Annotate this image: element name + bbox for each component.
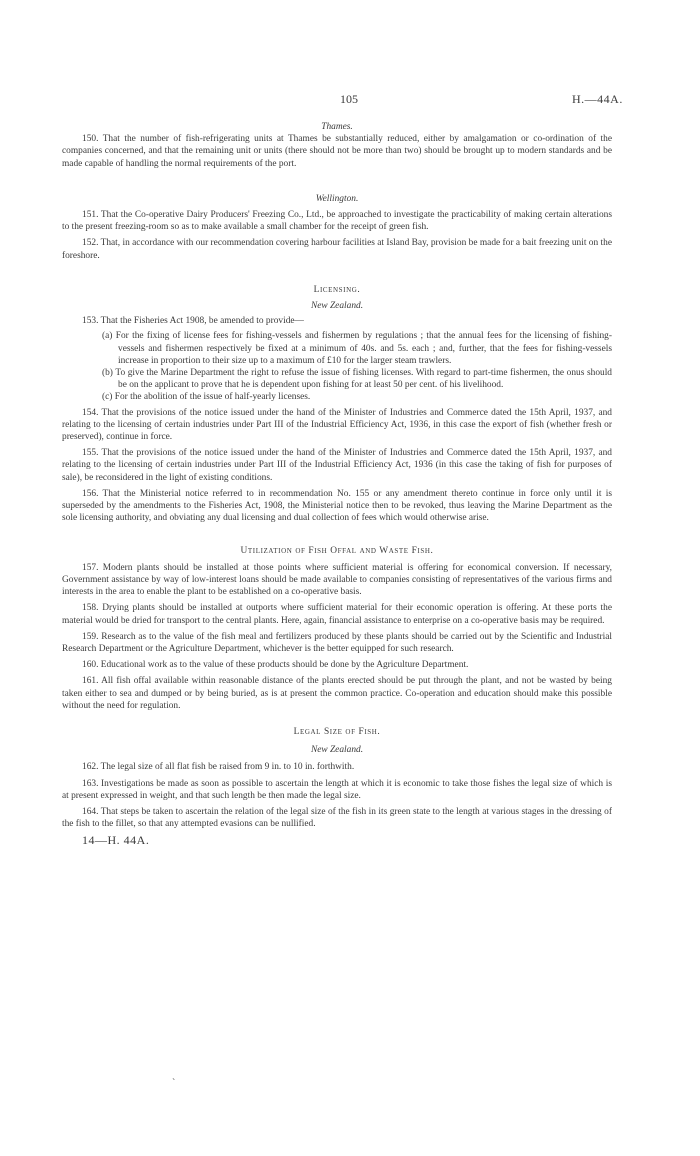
paragraph-163: 163. Investigations be made as soon as possible to ascertain the length at which it is economic to take those fishes the legal size of which is at present expressed in weight, and that such length be then made the legal size. (62, 778, 612, 801)
paragraph-153b: (b) To give the Marine Department the right to refuse the issue of fishing licenses. With regard to part-time fishermen, the onus should be on the applicant to prove that he is dependent upon fishing for at least 50 per cent. of his livelihood. (102, 368, 612, 391)
page-number: 105 (340, 92, 358, 106)
paragraph-153: 153. That the Fisheries Act 1908, be amended to provide— (82, 316, 304, 327)
document-reference: H.—44A. (572, 92, 623, 106)
paragraph-162: 162. The legal size of all flat fish be raised from 9 in. to 10 in. forthwith. (82, 762, 355, 773)
section-heading-licensing: Licensing. (313, 284, 361, 295)
paragraph-159: 159. Research as to the value of the fish meal and fertilizers produced by these plants should be carried out by the Scientific and Industrial Research Department or the Agriculture Department, whichever is the better equipped for such research. (62, 631, 612, 654)
sheet-reference: 14—H. 44A. (82, 833, 150, 848)
paragraph-153a: (a) For the fixing of license fees for fishing-vessels and fishermen by regulations ; that the annual fees for the licensing of fishing-vessels and fishermen respectively be fixed at a minimum of 40s. and 5s. each ; and, further, that the fees for fishing-vessels increase in proportion to their size up to a maximum of £10 for the larger steam trawlers. (102, 331, 612, 366)
subheading-legal-size-nz: New Zealand. (310, 745, 364, 756)
paragraph-155: 155. That the provisions of the notice issued under the hand of the Minister of Industries and Commerce dated the 15th April, 1937, and relating to the licensing of certain industries under Part III of the Industrial Efficiency Act, 1936 (in this case the taking of fish for purposes of sale), be reconsidered in the light of existing conditions. (62, 448, 612, 483)
paragraph-153c: (c) For the abolition of the issue of half-yearly licenses. (102, 392, 311, 403)
paragraph-154: 154. That the provisions of the notice issued under the hand of the Minister of Industries and Commerce dated the 15th April, 1937, and relating to the licensing of certain industries under Part III of the Industrial Efficiency Act, 1936, in this case the export of fish (whether fresh or preserved), continue in force. (62, 407, 612, 443)
paragraph-160: 160. Educational work as to the value of these products should be done by the Agriculture Department. (82, 660, 469, 671)
paragraph-158: 158. Drying plants should be installed at outports where sufficient material for their economic operation is offering. At these ports the material would be dried for transport to the central plants. Here, again, financial assistance to enterprise on a co-operative basis may be required. (62, 603, 612, 626)
paragraph-164: 164. That steps be taken to ascertain the relation of the legal size of the fish in its green state to the length at various stages in the dressing of the fish to the fillet, so that any attempted evasions can be nullified. (62, 806, 612, 830)
section-heading-legal-size: Legal Size of Fish. (293, 726, 381, 737)
section-heading-wellington: Wellington. (315, 193, 359, 204)
section-heading-thames: Thames. (321, 122, 353, 132)
paragraph-161: 161. All fish offal available within reasonable distance of the plants erected should be put through the plant, and not be wasted by being taken either to sea and dumped or by being buried, as is at present the common practice. Co-operation and education should make this possible without the need for regulation. (62, 676, 612, 711)
subheading-licensing-nz: New Zealand. (310, 301, 364, 312)
paragraph-151: 151. That the Co-operative Dairy Producers' Freezing Co., Ltd., be approached to investigate the practicability of making certain alterations to the present freezing-room so as to make available a small chamber for the receipt of green fish. (62, 210, 612, 233)
document-body (62, 88, 612, 847)
section-heading-utilization: Utilization of Fish Offal and Waste Fish. (240, 546, 434, 557)
paragraph-152: 152. That, in accordance with our recommendation covering harbour facilities at Island Bay, provision be made for a bait freezing unit on the foreshore. (62, 238, 612, 261)
stray-mark: ˋ (172, 1078, 176, 1089)
paragraph-157: 157. Modern plants should be installed at those points where sufficient material is offering for economical conversion. If necessary, Government assistance by way of low-interest loans should be made available to companies consisting of representatives of the various firms and interests in the area to enable the plant to be established on a co-operative basis. (62, 562, 612, 598)
paragraph-156: 156. That the Ministerial notice referred to in recommendation No. 155 or any amendment thereto continue in force only until it is superseded by the amendments to the Fisheries Act, 1908, the Ministerial notice then to be revoked, thus leaving the Marine Department as the sole licensing authority, and obviating any dual licensing and dual collection of fees which would otherwise arise. (62, 488, 612, 524)
paragraph-150: 150. That the number of fish-refrigerating units at Thames be substantially reduced, either by amalgamation or co-ordination of the companies concerned, and that the remaining unit or units (there should not be more than two) should be brought up to modern standards and be made capable of handling the normal requirements of the port. (62, 134, 612, 169)
